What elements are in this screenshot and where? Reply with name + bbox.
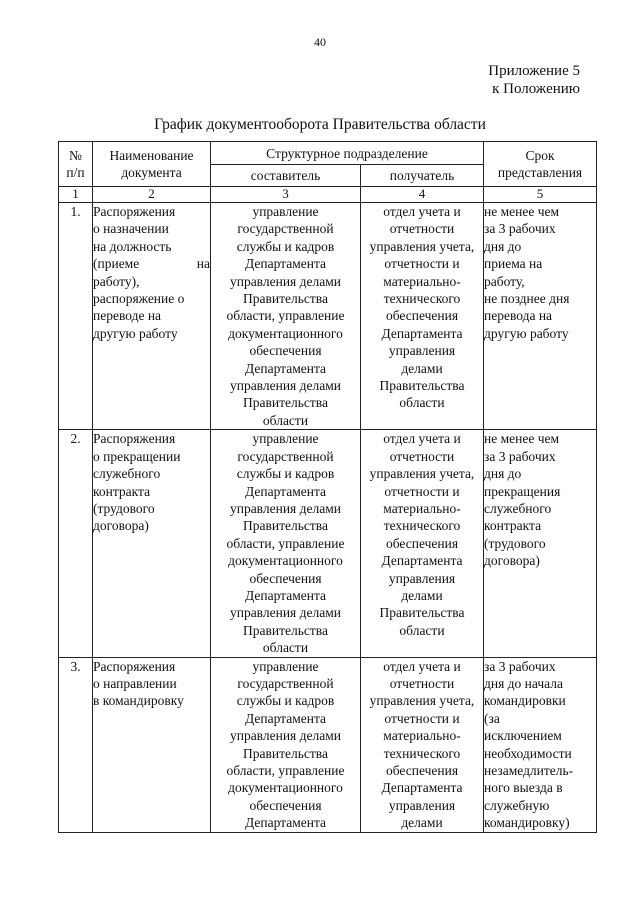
cell-line: управления (388, 343, 456, 359)
cell-line: работу, (484, 273, 525, 289)
cell-line: Департамента (244, 256, 327, 272)
cell-line: отчетности (389, 675, 455, 691)
cell-line: управления делами (229, 728, 342, 744)
cell-line: обеспечения (385, 763, 459, 778)
cell-line: переводе на (93, 308, 162, 324)
cell-line: Правительства (243, 745, 328, 761)
cell-line: Департамента (381, 325, 463, 341)
cell-line: отчетности и (384, 256, 460, 272)
cell-line: распоряжение о (93, 291, 185, 307)
header-structural-unit: Структурное подразделение (211, 142, 484, 165)
cell-line: прекращения (484, 483, 561, 499)
recipient-cell (361, 203, 484, 430)
appendix-note (488, 62, 580, 98)
cell-line: отчетности и (384, 710, 460, 726)
cell-line: области (399, 395, 445, 411)
cell-line: Распоряжения (93, 204, 176, 219)
cell-line: Правительства (243, 395, 328, 411)
column-number: 4 (361, 187, 484, 203)
cell-line: делами (401, 360, 443, 376)
cell-line: отчетности (389, 448, 455, 464)
cell-line: обеспечения (385, 308, 459, 324)
cell-line: области (262, 412, 309, 428)
cell-line: области (262, 640, 309, 656)
document-name-cell (93, 203, 211, 430)
cell-line: управления (388, 570, 456, 586)
page-number: 40 (314, 35, 326, 49)
table-row (59, 203, 597, 430)
cell-line: другую работу (484, 325, 569, 341)
header-compiler: составитель (211, 165, 361, 187)
column-number: 2 (93, 187, 211, 203)
cell-line: контракта (93, 483, 151, 499)
cell-line: области, управление (226, 308, 345, 324)
cell-line: Департамента (381, 553, 463, 569)
column-number-row (59, 187, 597, 203)
table-body (59, 187, 597, 833)
cell-line: Правительства (379, 378, 465, 394)
cell-line: Департамента (244, 483, 327, 499)
recipient-cell (361, 430, 484, 657)
cell-line: в командировку (93, 693, 184, 709)
cell-line: (за (484, 710, 500, 726)
appendix-line: Приложение 5 (488, 63, 580, 79)
cell-line: управления учета, (369, 466, 475, 482)
cell-line: Распоряжения (93, 431, 176, 447)
header-line: Наименование (109, 148, 194, 163)
cell-line: (трудового (93, 500, 155, 516)
cell-line: Распоряжения (93, 658, 176, 674)
cell-line: управление (252, 431, 319, 447)
cell-line: документационного (228, 553, 343, 569)
cell-line: отдел учета и (383, 204, 461, 219)
cell-line: области, управление (226, 535, 345, 551)
cell-line: дня до начала (484, 675, 563, 691)
compiler-cell (211, 430, 361, 657)
term-cell (484, 657, 597, 832)
header-number (59, 142, 93, 187)
cell-line: Правительства (243, 622, 328, 638)
cell-line: документационного (228, 780, 343, 796)
cell-line: договора) (484, 553, 540, 569)
cell-line: работу), (93, 273, 140, 289)
cell-line: служебного (93, 466, 161, 482)
document-flow-table (58, 141, 597, 833)
cell-line: службы и кадров (236, 693, 335, 709)
compiler-cell (211, 657, 361, 832)
cell-line: необходимости (484, 745, 572, 761)
cell-line: договора) (93, 518, 149, 534)
cell-line: Департамента (244, 815, 327, 831)
cell-line: государственной (237, 448, 334, 464)
cell-line: технического (383, 518, 461, 534)
cell-line: службы и кадров (236, 466, 335, 482)
cell-line: управление (252, 204, 319, 219)
cell-line: за 3 рабочих (484, 221, 556, 237)
cell-line: не позднее дня (484, 291, 570, 307)
cell-line: службы и кадров (236, 238, 335, 254)
cell-line: контракта (484, 518, 542, 534)
cell-line: незамедлитель- (484, 763, 574, 778)
cell-line: управление (252, 658, 319, 674)
cell-line: управления учета, (369, 693, 475, 709)
row-number: 3. (59, 657, 93, 832)
cell-line: не менее чем (484, 204, 560, 219)
cell-line: служебную (484, 797, 550, 813)
table-row (59, 657, 597, 832)
cell-line: отчетности (389, 221, 455, 237)
row-number: 1. (59, 203, 93, 430)
header-line: документа (121, 165, 182, 180)
cell-line: управления делами (229, 500, 342, 516)
document-name-cell (93, 657, 211, 832)
cell-line: управления делами (229, 605, 342, 621)
cell-line: управления делами (229, 273, 342, 289)
cell-line: делами (401, 815, 443, 831)
cell-line: Правительства (243, 518, 328, 534)
header-term (484, 142, 597, 187)
cell-line: управления учета, (369, 238, 475, 254)
cell-line: материально- (383, 728, 461, 744)
cell-line: отдел учета и (383, 658, 461, 674)
table-row (59, 430, 597, 657)
cell-line: Департамента (244, 360, 327, 376)
cell-line: дня до (484, 238, 522, 254)
cell-line: о назначении (93, 221, 169, 237)
cell-line: государственной (237, 221, 334, 237)
cell-line: Правительства (243, 291, 328, 307)
header-line: п/п (66, 165, 85, 180)
cell-line: материально- (383, 500, 461, 516)
appendix-line: к Положению (492, 81, 580, 97)
cell-line: технического (383, 745, 461, 761)
cell-line: отчетности и (384, 483, 460, 499)
cell-line: Департамента (244, 710, 327, 726)
term-cell (484, 203, 597, 430)
cell-line: (приеме на (93, 256, 210, 272)
cell-line: делами (401, 587, 443, 603)
cell-line: Правительства (379, 605, 465, 621)
cell-line: технического (383, 291, 461, 307)
cell-line: документационного (228, 325, 343, 341)
cell-line: обеспечения (249, 797, 322, 813)
cell-line: командировки (484, 693, 566, 709)
cell-line: приема на (484, 256, 543, 272)
cell-line: материально- (383, 273, 461, 289)
document-name-cell (93, 430, 211, 657)
cell-line: управления (388, 797, 456, 813)
cell-line: служебного (484, 500, 552, 516)
header-line: Срок (525, 148, 555, 163)
cell-line: командировку) (484, 815, 570, 831)
cell-line: другую работу (93, 325, 178, 341)
document-title: График документооборота Правительства области (154, 116, 486, 133)
cell-line: обеспечения (385, 535, 459, 551)
header-line: представления (497, 165, 583, 180)
header-document-name (93, 142, 211, 187)
compiler-cell (211, 203, 361, 430)
cell-line: Департамента (381, 780, 463, 796)
cell-line: исключением (484, 728, 562, 744)
cell-line: дня до (484, 466, 522, 482)
cell-line: государственной (237, 675, 334, 691)
cell-line: за 3 рабочих (484, 658, 556, 674)
column-number: 1 (59, 187, 93, 203)
cell-line: области, управление (226, 763, 345, 778)
cell-line: отдел учета и (383, 431, 461, 447)
column-number: 5 (484, 187, 597, 203)
cell-line: ного выезда в (484, 780, 563, 796)
cell-line: перевода на (484, 308, 553, 324)
cell-line: области (399, 622, 445, 638)
cell-line: о направлении (93, 675, 177, 691)
cell-line: о прекращении (93, 448, 181, 464)
cell-line: не менее чем (484, 431, 560, 447)
term-cell (484, 430, 597, 657)
cell-line: на должность (93, 238, 172, 254)
cell-line: Департамента (244, 587, 327, 603)
recipient-cell (361, 657, 484, 832)
cell-line: за 3 рабочих (484, 448, 556, 464)
header-line: № (69, 148, 82, 163)
cell-line: обеспечения (249, 343, 322, 359)
cell-line: обеспечения (249, 570, 322, 586)
cell-line: управления делами (229, 378, 342, 394)
cell-line: (трудового (484, 535, 546, 551)
header-recipient: получатель (361, 165, 484, 187)
column-number: 3 (211, 187, 361, 203)
row-number: 2. (59, 430, 93, 657)
